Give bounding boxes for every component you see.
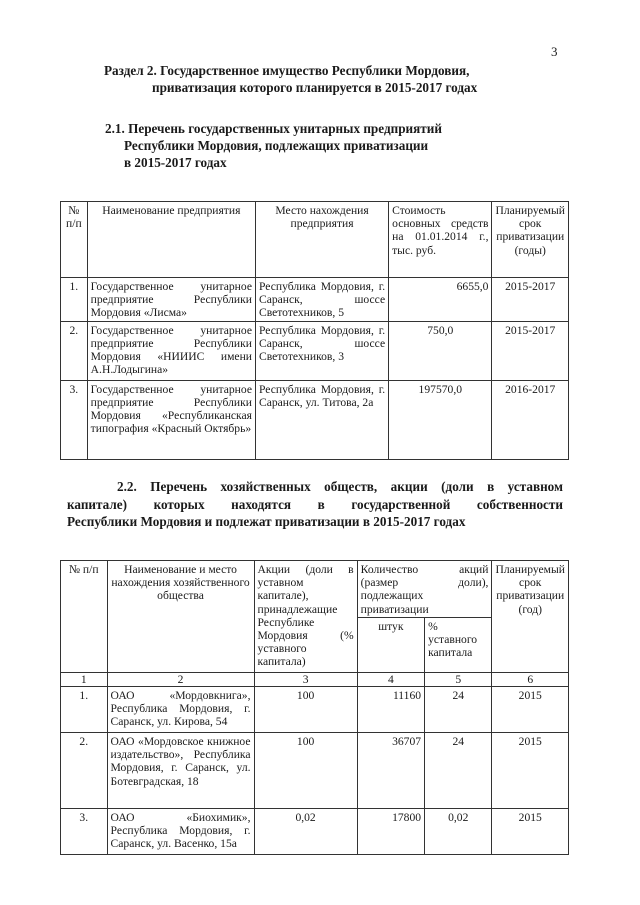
row-pieces: 17800 — [357, 809, 424, 855]
header-cost: Стоимость основных средств на 01.01.2014 г., тыс. руб. — [389, 202, 492, 278]
table-row — [61, 687, 569, 733]
section-2-title-line-1: Раздел 2. Государственное имущество Республики Мордовия, — [104, 63, 470, 78]
header-name: Наименование и место нахождения хозяйственного общества — [107, 561, 254, 673]
header-location: Место нахождения предприятия — [255, 202, 388, 278]
row-name: Государственное унитарное предприятие Республики Мордовия «Республиканская типография «Красный Октябрь» — [87, 380, 255, 459]
row-cost: 750,0 — [389, 321, 492, 380]
row-period: 2015-2017 — [492, 278, 569, 322]
section-2-1-title-line-2: Республики Мордовия, подлежащих приватизации — [124, 138, 429, 153]
row-name: Государственное унитарное предприятие Республики Мордовия «НИИИС имени А.Н.Лодыгина» — [87, 321, 255, 380]
section-2-1-title-line-1: 2.1. Перечень государственных унитарных предприятий — [105, 121, 442, 136]
section-2-title-line-2: приватизация которого планируется в 2015-2017 годах — [152, 80, 478, 95]
section-2-2-title-line-1: 2.2. Перечень хозяйственных обществ, акции (доли в уставном — [117, 479, 563, 494]
row-percent: 24 — [425, 733, 492, 809]
header-period: Планируемый срок приватизации (годы) — [492, 202, 569, 278]
header-quantity: Количество акций (размер доли), подлежащих приватизации — [357, 561, 492, 618]
column-number: 3 — [254, 672, 357, 686]
enterprises-table — [60, 201, 569, 460]
section-2-title — [104, 62, 477, 96]
table-row — [61, 321, 569, 380]
column-number: 1 — [61, 672, 108, 686]
row-period: 2015 — [492, 687, 569, 733]
row-shares: 0,02 — [254, 809, 357, 855]
row-period: 2016-2017 — [492, 380, 569, 459]
row-percent: 24 — [425, 687, 492, 733]
row-period: 2015 — [492, 809, 569, 855]
row-period: 2015 — [492, 733, 569, 809]
table-header-row — [61, 561, 569, 618]
row-cost: 197570,0 — [389, 380, 492, 459]
column-number: 4 — [357, 672, 424, 686]
row-name: ОАО «Мордовское книжное издательство», Республика Мордовия, г. Саранск, ул. Ботевградская, 18 — [107, 733, 254, 809]
header-name: Наименование предприятия — [87, 202, 255, 278]
row-percent: 0,02 — [425, 809, 492, 855]
column-number: 2 — [107, 672, 254, 686]
section-2-2-title — [67, 478, 563, 531]
row-name: ОАО «Мордовкнига», Республика Мордовия, г. Саранск, ул. Кирова, 54 — [107, 687, 254, 733]
row-location: Республика Мордовия, г. Саранск, шоссе Светотехников, 5 — [255, 278, 388, 322]
row-num: 3. — [61, 809, 108, 855]
column-number: 6 — [492, 672, 569, 686]
section-2-1-title — [105, 120, 442, 171]
table-row — [61, 380, 569, 459]
row-num: 1. — [61, 278, 88, 322]
table-row — [61, 809, 569, 855]
row-period: 2015-2017 — [492, 321, 569, 380]
row-num: 2. — [61, 321, 88, 380]
header-percent: % уставного капитала — [425, 617, 492, 672]
row-cost: 6655,0 — [389, 278, 492, 322]
row-name: Государственное унитарное предприятие Республики Мордовия «Лисма» — [87, 278, 255, 322]
header-num: № п/п — [61, 202, 88, 278]
row-pieces: 36707 — [357, 733, 424, 809]
header-num: № п/п — [61, 561, 108, 673]
row-location: Республика Мордовия, г. Саранск, ул. Титова, 2а — [255, 380, 388, 459]
section-2-2-title-line-3: Республики Мордовия и подлежат приватизации в 2015-2017 годах — [67, 514, 466, 529]
row-location: Республика Мордовия, г. Саранск, шоссе Светотехников, 3 — [255, 321, 388, 380]
table-row — [61, 278, 569, 322]
header-shares: Акции (доли в уставном капитале), принадлежащие Республике Мордовия (% уставного капитала) — [254, 561, 357, 673]
table-row — [61, 733, 569, 809]
header-pieces: штук — [357, 617, 424, 672]
page-number: 3 — [551, 44, 558, 59]
row-num: 2. — [61, 733, 108, 809]
column-number: 5 — [425, 672, 492, 686]
row-shares: 100 — [254, 687, 357, 733]
section-2-1-title-line-3: в 2015-2017 годах — [124, 155, 227, 170]
section-2-2-title-line-2: капитале) которых находятся в государственной собственности — [67, 496, 563, 512]
row-shares: 100 — [254, 733, 357, 809]
row-name: ОАО «Биохимик», Республика Мордовия, г. Саранск, ул. Васенко, 15а — [107, 809, 254, 855]
header-period: Планируемый срок приватизации (год) — [492, 561, 569, 673]
row-pieces: 11160 — [357, 687, 424, 733]
companies-table — [60, 560, 569, 855]
table-header-row — [61, 202, 569, 278]
column-number-row — [61, 672, 569, 686]
row-num: 1. — [61, 687, 108, 733]
row-num: 3. — [61, 380, 88, 459]
